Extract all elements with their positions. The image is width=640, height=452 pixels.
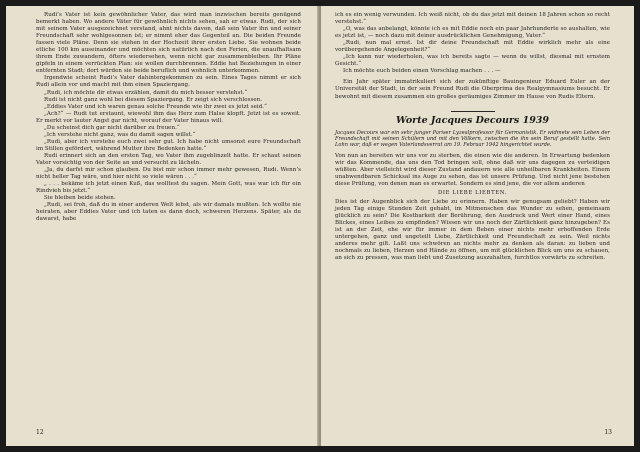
paragraph: Ein Jahr später immatrikuliert sich der zukünftige Bauingenieur Eduard Euler an der Universität der Stadt, in der sein Freund Rudi die Oberprima des Realgymnasiums besucht. Er bewohnt mit diesem zusammen ein großes geräumiges Zimmer im Hause von Rudis Eltern. bbox=[335, 79, 610, 100]
paragraph: „ . . . bekäme ich jetzt einen Kuß, das wolltest du sagen. Mein Gott, was war ich für ein Rindvieh bis jetzt.“ bbox=[36, 181, 301, 195]
paragraph: Rudi ist nicht ganz wohl bei diesem Spaziergang. Er zeigt sich verschlossen. bbox=[44, 96, 263, 103]
book-spread bbox=[6, 6, 634, 446]
paragraph: ich es ein wenig verwunden. Ich weiß nicht, ob du das jetzt mit deinen 18 Jahren schon so recht verstehst.“ bbox=[335, 12, 610, 26]
right-page bbox=[321, 6, 634, 446]
page-number: 12 bbox=[36, 429, 44, 436]
paragraph: „Ich kann nur wiederholen, was ich bereits sagte — wenn du willst, diesmal mit ernstem Gesicht.“ bbox=[335, 54, 610, 68]
left-page bbox=[6, 6, 319, 446]
paragraph: „O, was das anbelangt, könnte ich es mit Eddie noch ein paar Jahrhunderte so aushalten, wie es jetzt ist, — noch dazu mit deiner ausdrücklichen Genehmigung, Vater.“ bbox=[335, 26, 610, 40]
paragraph: Irgendwie scheint Rudi’s Vater dahintergekommen zu sein. Eines Tages nimmt er sich Rudi allein vor und macht mit ihm einen Spaziergang. bbox=[36, 75, 301, 89]
section-intro: Jacques Decours war ein sehr junger Pariser Lyzealprofessor für Germanistik. Er widmete sein Leben der Freundschaft mit seinen Schülern und mit den Völkern, zwischen die ihn sein Beruf gestellt hatte. Sein Lohn war, daß er wegen Vaterlandsverrat am 19. Februar 1942 hingerichtet wurde. bbox=[335, 129, 610, 149]
paragraph: Sie bleiben beide stehen. bbox=[44, 195, 116, 202]
paragraph: Rudi erinnert sich an den ersten Tag, wo Vater ihm zugeblinzelt hatte. Er schaut seinen Vater vorsichtig von der Seite an und versucht zu lächeln. bbox=[36, 152, 301, 166]
paragraph: „Rudi, aber ich verstehe euch zwei sehr gut. Ich habe nicht umsonst eure Freundschaft im Stillen gefördert, während Mutter ihre Bedenken hatte.“ bbox=[36, 138, 301, 152]
paragraph: „Ja, du darfst mir schon glauben. Du bist mir schon immer mehr gewesen, Rudi. Wenn’s nicht heller Tag wäre, und hier nicht so viele wären . . .“ bbox=[36, 167, 301, 181]
paragraph: „Ach?“ — Rudi tut erstaunt, wiewohl ihm das Herz zum Halse klopft. Jetzt ist es soweit. Er merkt vor lauter Angst gar nicht, worauf der Vater hinaus will. bbox=[36, 110, 301, 124]
paragraph: „Rudi, ich möchte dir etwas erzählen, damit du mich besser verstehst.“ bbox=[44, 89, 248, 96]
section-subtitle: DIE LIEBE LIEBTEN. bbox=[437, 190, 507, 197]
section-title: Worte Jacques Decours 1939 bbox=[395, 114, 550, 126]
section-divider bbox=[451, 111, 495, 112]
paragraph: Rudi’s Vater ist kein gewöhnlicher Vater, das wird man inzwischen bereits genügend bemerkt haben. Wo andere Väter für gewöhnlich nichts sehen, sah er etwas. Rudi, der sich mit seinem Vater ausgezeichnet verstand, ahnt nichts davon, daß sein Vater ihn und seiner Freundschaft sehr wohlgesonnen ist; er nimmt eher das Gegenteil an. Die beiden Freunde fassen viele Pläne. Denn sie stehen in der Hochzeit ihrer ersten Liebe. Sie wohnen beide etliche 100 km auseinander und möchten sich natürlich nach den Ferien, die unaufhaltsam ihrem Ende zuwandern, öfters wiedersehen, wenn nicht gar zusammenbleiben. Ihr Pläne gipfeln in einem verrückten Plan: sie wollen durchbrennen. Eddie hat Beziehungen in einer entfernten Stadt; dort würden sie beide beruflich und wohnlich unterkommen. bbox=[36, 12, 301, 75]
paragraph: Von nun an bereiten wir uns vor zu sterben, die einen wie die anderen. In Erwartung bedenken wir das Kommende, das uns den Tod bringen soll, ohne daß wir uns dagegen zu verteidigen wüßten. Aber vielleicht wird dieser Zustand andauern wie alle unheilbaren Krankheiten. Einem unabwendbaren Schicksal ins Auge zu sehen, das ist unsere Prüfung. Und nicht jene bestehen diese Prüfung, von denen man es erwartet. Sondern es sind jene, die vor allem anderen bbox=[335, 152, 610, 187]
paragraph: Dies ist der Augenblick sich der Liebe zu erinnern. Haben wir genugsam geliebt? Haben wir jeden Tag einige Stunden Zeit gehabt, im Mitmenschen das Wunder zu sehen, gemeinsam glücklich zu sein? Die Kostbarkeit der Berührung, den Ausdruck und Wert einer Hand, eines Blickes, eines Leibes zu empfinden? Wissen wir uns noch der Zärtlichkeit ganz hinzugeben? Es ist an der Zeit, ehe wir für immer in dem Beben einer nichts mehr erhoffenden Erde untergehen, ganz und ungeteilt Liebe, Zärtlichkeit und Freundschaft zu sein. Weil nichts anderes mehr gilt. Laßt uns schwören an nichts mehr zu denken als daran: zu lieben und nochmals zu lieben, Herzen und Hände zu öffnen, um mit glücklichen Blick um uns zu schauen, an sich zu pressen, was man liebt und Zusetzung auszuhalten, furchtlos vorwärts zu schreiten. bbox=[335, 199, 610, 262]
paragraph: Ich möchte euch beiden einen Vorschlag machen . . . — bbox=[343, 68, 501, 75]
paragraph: „Eddies Vater und ich waren genau solche Freunde wie ihr zwei es jetzt seid.“ bbox=[44, 103, 267, 110]
paragraph: „Du scheinst dich gar nicht darüber zu freuen.“ bbox=[44, 124, 180, 131]
paragraph: „Rudi, nun mal ernst. Ist dir deine Freundschaft mit Eddie wirklich mehr als eine vorübergehende Angelegenheit?“ bbox=[335, 40, 610, 54]
paragraph: „Ich verstehe nicht ganz, was du damit sagen willst.“ bbox=[44, 131, 196, 138]
paragraph: „Rudi, sei froh, daß du in einer anderen Welt lebst, als wir damals mußten. Ich wollte nie heiraten, aber Eddies Vater und ich taten es dann doch, schweren Herzens. Später, als du dawarst, habe bbox=[36, 202, 301, 223]
page-number: 13 bbox=[604, 429, 612, 436]
